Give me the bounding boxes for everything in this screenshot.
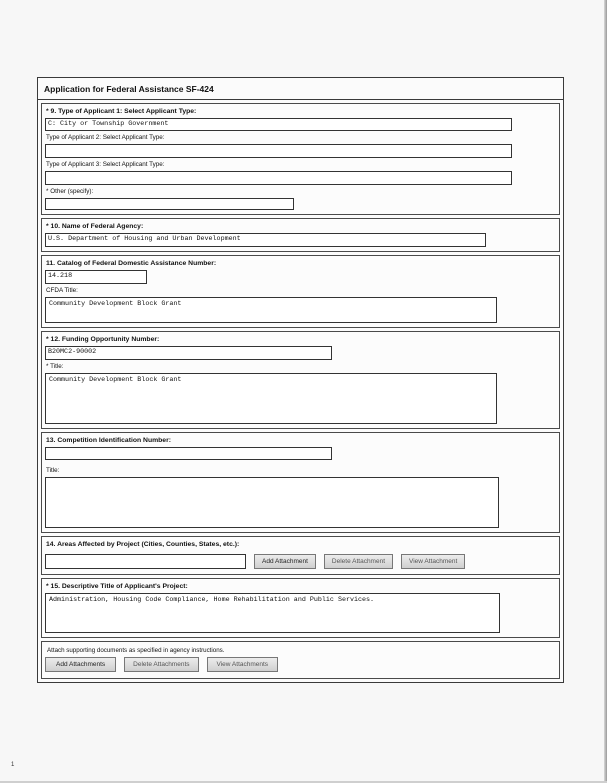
page-number: 1 bbox=[11, 762, 15, 768]
competition-id-label: 13. Competition Identification Number: bbox=[46, 437, 171, 444]
areas-affected-row bbox=[45, 554, 556, 569]
attach-instructions: Attach supporting documents as specified in agency instructions. bbox=[47, 647, 225, 654]
section-federal-agency bbox=[41, 218, 560, 252]
view-attachments-button[interactable]: View Attachments bbox=[207, 657, 279, 672]
add-attachments-button[interactable]: Add Attachments bbox=[45, 657, 116, 672]
form-title: Application for Federal Assistance SF-424 bbox=[38, 78, 563, 100]
sf424-form bbox=[37, 77, 564, 683]
section-cfda bbox=[41, 255, 560, 328]
applicant-type-3-label: Type of Applicant 3: Select Applicant Type: bbox=[46, 161, 165, 168]
areas-affected-field[interactable] bbox=[45, 554, 246, 569]
section-supporting-documents bbox=[41, 641, 560, 679]
applicant-type-1-field[interactable]: C: City or Township Government bbox=[45, 118, 512, 131]
delete-attachment-button[interactable]: Delete Attachment bbox=[324, 554, 393, 569]
federal-agency-label: * 10. Name of Federal Agency: bbox=[46, 223, 144, 230]
federal-agency-field[interactable]: U.S. Department of Housing and Urban Development bbox=[45, 233, 486, 247]
add-attachment-button[interactable]: Add Attachment bbox=[254, 554, 316, 569]
section-project-title bbox=[41, 578, 560, 638]
applicant-type-2-field[interactable] bbox=[45, 144, 512, 158]
competition-title-field[interactable] bbox=[45, 477, 499, 528]
section-areas-affected bbox=[41, 536, 560, 575]
section-funding-opportunity bbox=[41, 331, 560, 429]
attachments-button-row bbox=[45, 657, 556, 672]
applicant-type-2-label: Type of Applicant 2: Select Applicant Type: bbox=[46, 134, 165, 141]
funding-title-field[interactable]: Community Development Block Grant bbox=[45, 373, 497, 424]
cfda-title-field[interactable]: Community Development Block Grant bbox=[45, 297, 497, 323]
cfda-number-field[interactable]: 14.218 bbox=[45, 270, 147, 284]
applicant-type-1-label: * 9. Type of Applicant 1: Select Applicant Type: bbox=[46, 108, 197, 115]
funding-title-label: * Title: bbox=[46, 363, 64, 370]
other-specify-field[interactable] bbox=[45, 198, 294, 210]
section-applicant-type bbox=[41, 103, 560, 215]
view-attachment-button[interactable]: View Attachment bbox=[401, 554, 465, 569]
competition-id-field[interactable] bbox=[45, 447, 332, 460]
cfda-title-label: CFDA Title: bbox=[46, 287, 78, 294]
cfda-number-label: 11. Catalog of Federal Domestic Assistance Number: bbox=[46, 260, 217, 267]
section-competition bbox=[41, 432, 560, 533]
funding-opportunity-field[interactable]: B20MC2-90002 bbox=[45, 346, 332, 360]
funding-opportunity-label: * 12. Funding Opportunity Number: bbox=[46, 336, 160, 343]
delete-attachments-button[interactable]: Delete Attachments bbox=[124, 657, 198, 672]
project-title-field[interactable]: Administration, Housing Code Compliance, Home Rehabilitation and Public Services. bbox=[45, 593, 500, 633]
other-specify-label: * Other (specify): bbox=[46, 188, 94, 195]
project-title-label: * 15. Descriptive Title of Applicant's Project: bbox=[46, 583, 188, 590]
applicant-type-3-field[interactable] bbox=[45, 171, 512, 185]
competition-title-label: Title: bbox=[46, 467, 60, 474]
areas-affected-label: 14. Areas Affected by Project (Cities, Counties, States, etc.): bbox=[46, 541, 240, 548]
